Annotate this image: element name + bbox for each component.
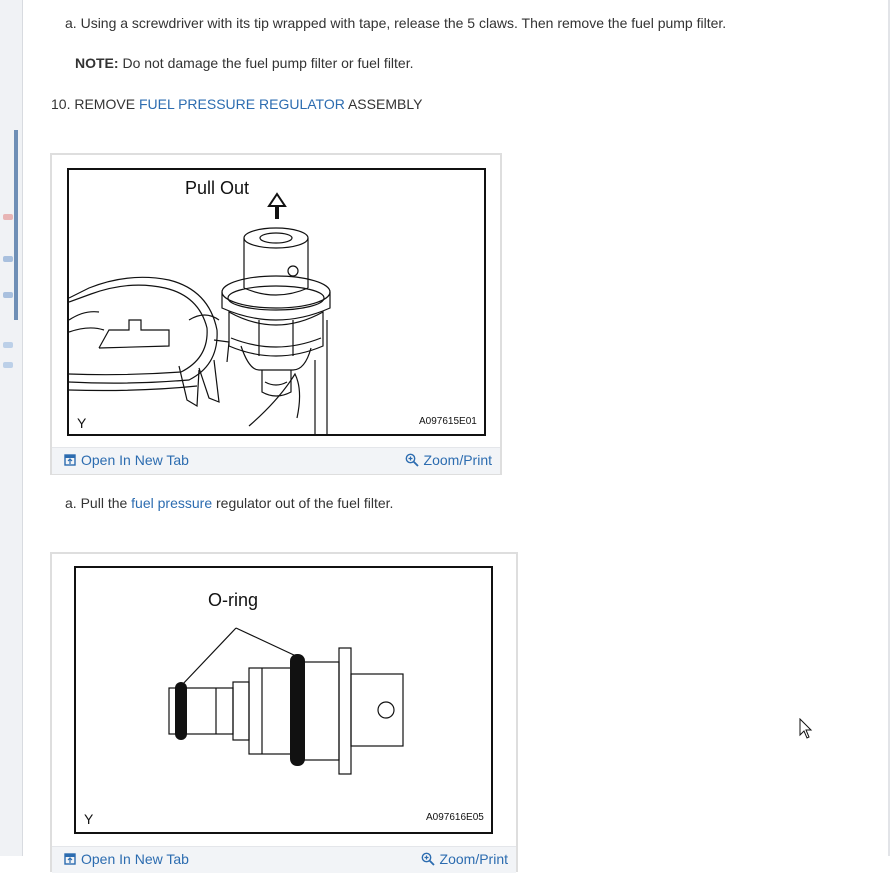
mouse-pointer-icon <box>799 718 813 740</box>
note-body: Do not damage the fuel pump filter or fuel filter. <box>122 55 414 71</box>
left-panel-band <box>14 130 18 320</box>
open-in-new-tab-icon <box>64 454 76 466</box>
step-body-before: Pull the <box>80 495 128 511</box>
o-ring-regulator-drawing <box>76 568 491 832</box>
left-panel-strip <box>0 0 23 856</box>
left-panel-marker <box>3 256 13 262</box>
open-in-new-tab-button[interactable] <box>64 452 189 468</box>
zoom-in-icon <box>405 453 419 467</box>
left-panel-marker <box>3 292 13 298</box>
zoom-in-icon <box>421 852 435 866</box>
step-body-after: regulator out of the fuel filter. <box>216 495 394 511</box>
step-suffix: ASSEMBLY <box>347 96 423 112</box>
figure-1-corner-mark: Y <box>77 415 87 431</box>
step-10-heading <box>51 95 422 113</box>
figure-2-footer <box>52 846 516 873</box>
left-panel-marker <box>3 362 13 368</box>
figure-1-code: A097615E01 <box>419 416 477 427</box>
figure-2-container <box>50 552 518 872</box>
note-label: NOTE: <box>75 55 119 71</box>
figure-2-code: A097616E05 <box>426 812 484 823</box>
step-prefix: a. <box>65 495 77 511</box>
zoom-print-label: Zoom/Print <box>423 452 492 468</box>
step-10a-text <box>65 494 393 512</box>
zoom-print-button[interactable] <box>405 452 492 468</box>
fuel-pressure-regulator-link[interactable]: FUEL PRESSURE REGULATOR <box>138 96 345 112</box>
figure-1-label: Pull Out <box>185 178 250 198</box>
zoom-print-button[interactable] <box>421 851 508 867</box>
step-body: Using a screwdriver with its tip wrapped with tape, release the 5 claws. Then remove the fuel pump filter. <box>80 15 727 31</box>
open-in-new-tab-label: Open In New Tab <box>81 851 189 867</box>
note-text <box>75 54 414 72</box>
step-number: 10. <box>51 96 71 112</box>
figure-1-footer <box>52 447 500 474</box>
figure-1-illustration[interactable] <box>67 168 486 436</box>
figure-2-illustration[interactable] <box>74 566 493 834</box>
step-verb: REMOVE <box>74 96 136 112</box>
step-prefix: a. <box>65 15 77 31</box>
open-in-new-tab-button[interactable] <box>64 851 189 867</box>
fuel-pressure-link[interactable]: fuel pressure <box>131 495 213 511</box>
open-in-new-tab-icon <box>64 853 76 865</box>
zoom-print-label: Zoom/Print <box>439 851 508 867</box>
left-panel-marker <box>3 214 13 220</box>
left-panel-marker <box>3 342 13 348</box>
figure-2-corner-mark: Y <box>84 811 94 827</box>
open-in-new-tab-label: Open In New Tab <box>81 452 189 468</box>
figure-2-label: O-ring <box>208 590 259 610</box>
step-9a-text <box>65 14 726 32</box>
figure-1-container <box>50 153 502 475</box>
fuel-pressure-regulator-pull-out-drawing <box>69 170 484 434</box>
